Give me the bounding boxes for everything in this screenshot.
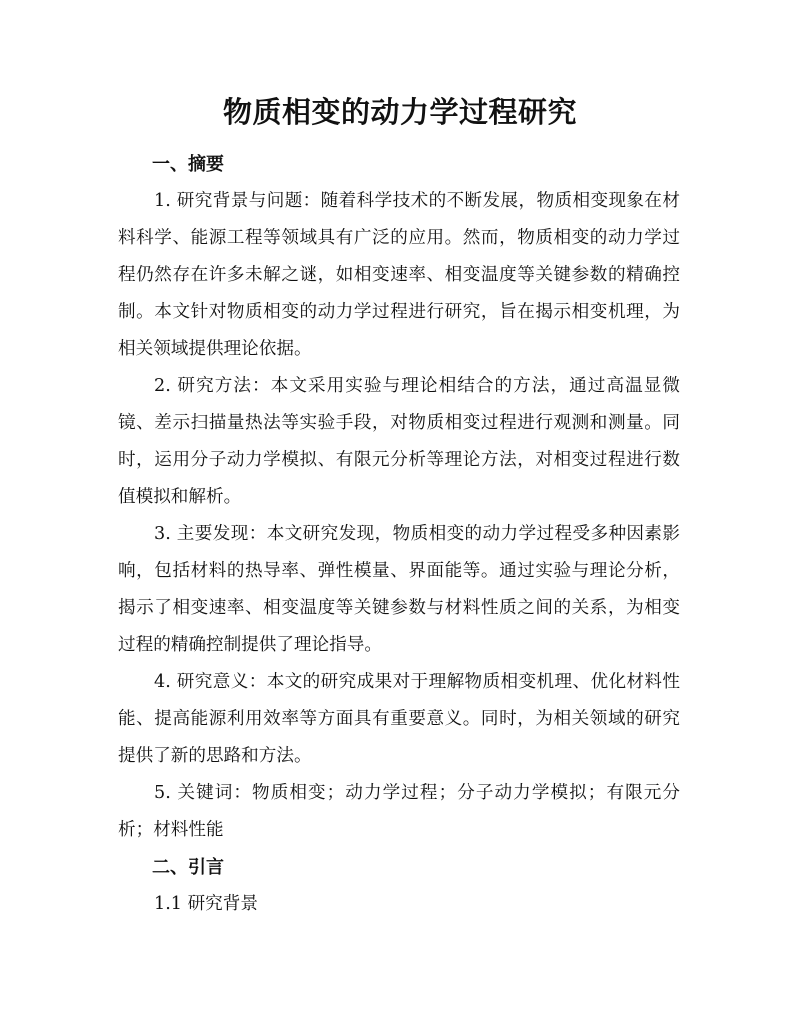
abstract-paragraph-significance: 4. 研究意义：本文的研究成果对于理解物质相变机理、优化材料性能、提高能源利用效率等方面具有重要意义。同时，为相关领域的研究提供了新的思路和方法。 [118,672,680,766]
document-title: 物质相变的动力学过程研究 [222,95,577,129]
abstract-heading: 一、摘要 [152,154,224,175]
introduction-heading: 二、引言 [152,857,224,878]
introduction-subheading: 1.1 研究背景 [154,894,258,914]
abstract-paragraph-keywords: 5. 关键词：物质相变；动力学过程；分子动力学模拟；有限元分析；材料性能 [118,783,680,840]
document-body [118,146,680,923]
abstract-paragraph-background: 1. 研究背景与问题：随着科学技术的不断发展，物质相变现象在材料科学、能源工程等领域具有广泛的应用。然而，物质相变的动力学过程仍然存在许多未解之谜，如相变速率、相变温度等关键参数的精确控制。本文针对物质相变的动力学过程进行研究，旨在揭示相变机理，为相关领域提供理论依据。 [118,191,680,359]
abstract-paragraph-findings: 3. 主要发现：本文研究发现，物质相变的动力学过程受多种因素影响，包括材料的热导率、弹性模量、界面能等。通过实验与理论分析，揭示了相变速率、相变温度等关键参数与材料性质之间的关系，为相变过程的精确控制提供了理论指导。 [118,524,680,655]
abstract-paragraph-methods: 2. 研究方法：本文采用实验与理论相结合的方法，通过高温显微镜、差示扫描量热法等实验手段，对物质相变过程进行观测和测量。同时，运用分子动力学模拟、有限元分析等理论方法，对相变过程进行数值模拟和解析。 [118,376,680,507]
